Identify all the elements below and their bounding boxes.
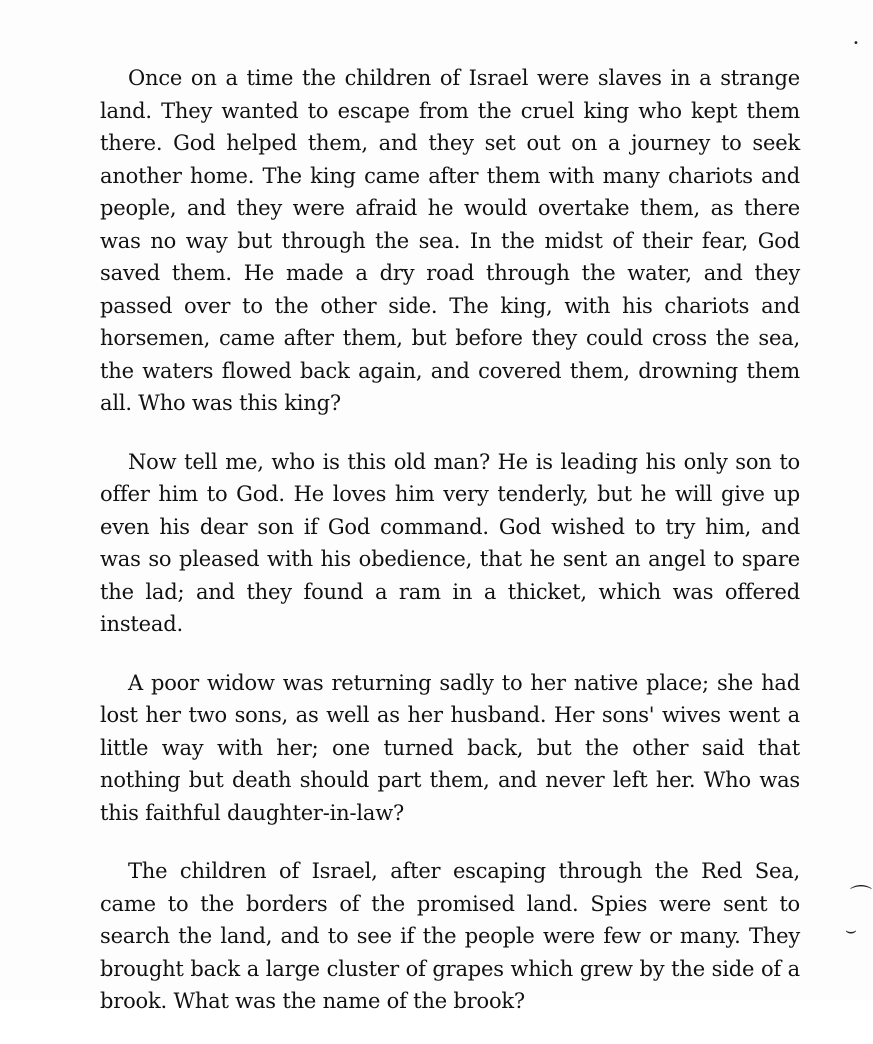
margin-tick-mark: ⌣ [845,920,857,941]
margin-dot-mark: • [853,38,859,49]
paragraph-widow: A poor widow was returning sadly to her native place; she had lost her two sons, as well as her husband. Her sons' wives went a little way with her; one turned back, but the other said that nothing but death should part them, and never left her. Who was this faithful daughter-in-law? [100,670,800,825]
text-body [100,62,800,1044]
margin-paren-mark: ⌒ [850,885,873,910]
paragraph-israel-king: Once on a time the children of Israel were slaves in a strange land. They wanted to escape from the cruel king who kept them there. God helped them, and they set out on a journey to seek another home. The king came after them with many chariots and people, and they were afraid he would overtake them, as there was no way but through the sea. In the midst of their fear, God saved them. He made a dry road through the water, and they passed over to the other side. The king, with his chariots and horsemen, came after them, but before they could cross the sea, the waters flowed back again, and covered them, drowning them all. Who was this king? [100,66,800,415]
paragraph-brook: The children of Israel, after escaping through the Red Sea, came to the borders of the promised land. Spies were sent to search the land, and to see if the people were few or many. They brought back a large cluster of grapes which grew by the side of a brook. What was the name of the brook? [100,859,800,1013]
paragraph-old-man: Now tell me, who is this old man? He is leading his only son to offer him to God. He loves him very tenderly, but he will give up even his dear son if God command. God wished to try him, and was so pleased with his obedience, that he sent an angel to spare the lad; and they found a ram in a thicket, which was offered instead. [100,449,800,636]
